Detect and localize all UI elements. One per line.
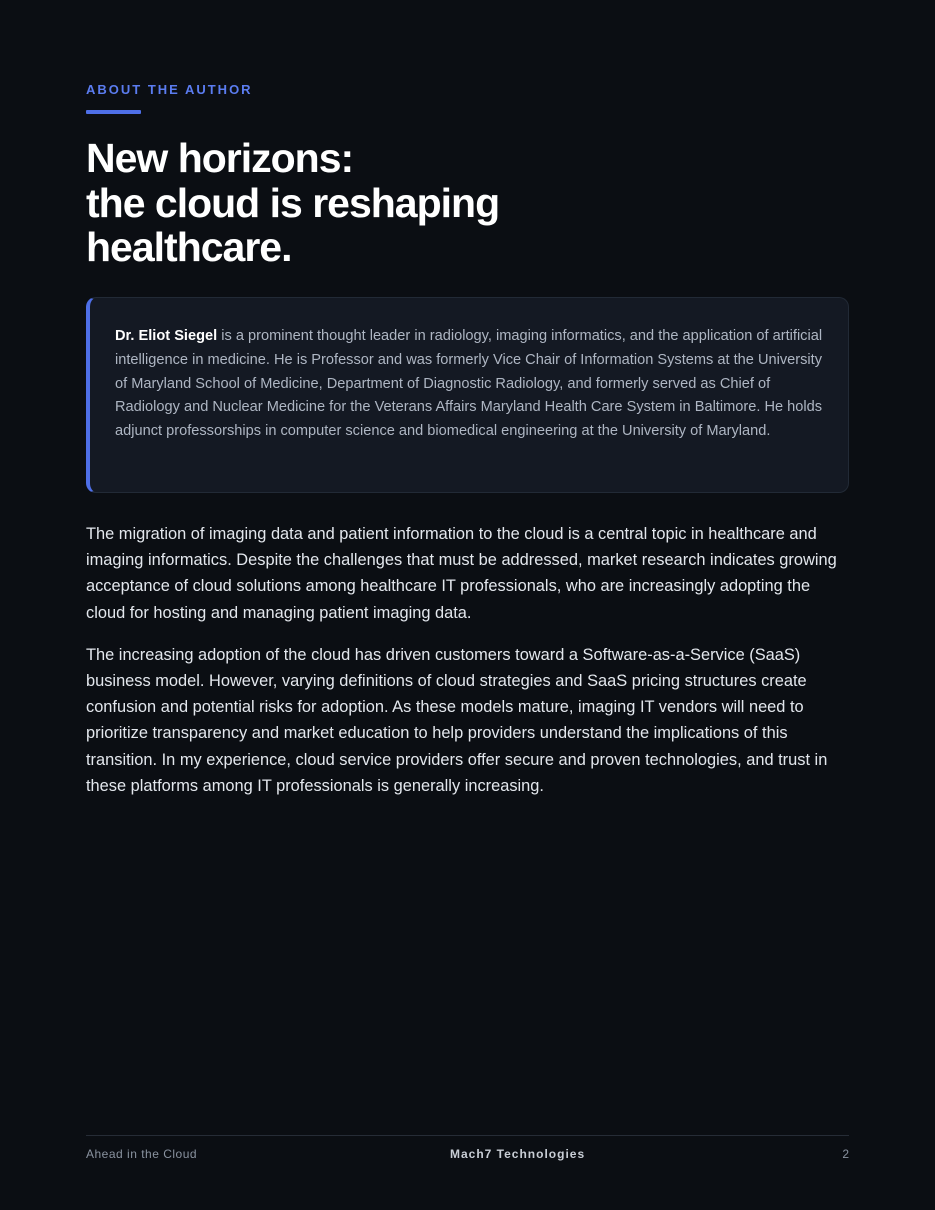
eyebrow-accent-rule [86, 110, 141, 114]
page-title-line: New horizons: [86, 135, 354, 181]
author-bio-card [86, 297, 849, 493]
footer-divider [86, 1135, 849, 1136]
section-eyebrow: ABOUT THE AUTHOR [86, 82, 253, 97]
author-bio-text: is a prominent thought leader in radiology, imaging informatics, and the application of artificial intelligence in medicine. He is Professor and was formerly Vice Chair of Information Systems at the University of Maryland School of Medicine, Department of Diagnostic Radiology, and formerly served as Chief of Radiology and Nuclear Medicine for the Veterans Affairs Maryland Health Care System in Baltimore. He holds adjunct professorships in computer science and biomedical engineering at the University of Maryland. [115, 328, 823, 440]
author-name: Dr. Eliot Siegel [115, 328, 218, 344]
document-page [86, 0, 849, 1210]
page-title [86, 136, 499, 270]
footer-company-name: Mach7 Technologies [450, 1147, 586, 1161]
author-bio [115, 325, 824, 444]
page-title-line: the cloud is reshaping [86, 179, 500, 226]
page-title-line: healthcare. [86, 224, 292, 270]
body-paragraph: The increasing adoption of the cloud has driven customers toward a Software-as-a-Service (SaaS) business model. However, varying definitions of cloud strategies and SaaS pricing structures create confusion and potential risks for adoption. As these models mature, imaging IT vendors will need to prioritize transparency and market education to help providers understand the implications of this transition. In my experience, cloud service providers offer secure and proven technologies, and trust in these platforms among IT professionals is generally increasing. [86, 645, 828, 795]
page-footer [86, 1147, 849, 1165]
body-paragraph: The migration of imaging data and patient information to the cloud is a central topic in healthcare and imaging informatics. Despite the challenges that must be addressed, market research indicates growing acceptance of cloud solutions among healthcare IT professionals, who are increasingly adopting the cloud for hosting and managing patient imaging data. [86, 525, 837, 622]
footer-publication-title: Ahead in the Cloud [86, 1147, 198, 1161]
article-body [86, 521, 849, 815]
footer-page-number: 2 [842, 1147, 849, 1161]
